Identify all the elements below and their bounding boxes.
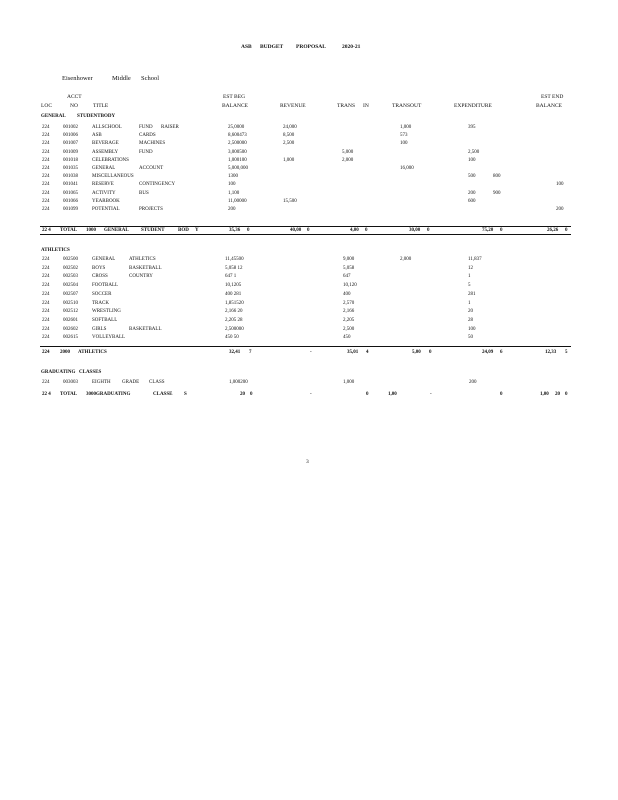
cell-balance: 5,000,000 (228, 166, 248, 171)
cell-revenue: 8,500 (283, 133, 295, 139)
cell-balance: 5,058 12 (225, 265, 243, 271)
cell-trans-in: 5,000 (342, 149, 354, 155)
cell-trans-in: 5,058 (343, 265, 355, 271)
general-total-w6: Y (195, 228, 199, 233)
cell-title-2: BASKETBALL (129, 265, 162, 271)
cell-trans-out: 1,000 (400, 125, 412, 130)
header-est-end: EST END (541, 94, 564, 100)
graduating-total-exp: 0 (500, 392, 503, 397)
cell-acct-no: 002507 (63, 291, 78, 297)
cell-title-2: PROJECTS (139, 207, 163, 212)
cell-loc: 224 (42, 166, 50, 171)
cell-title-2: FUND (139, 149, 153, 155)
cell-acct-no: 001041 (63, 182, 78, 188)
graduating-total-bal: 20 (240, 392, 245, 397)
header-trans: TRANS (337, 103, 356, 109)
cell-expenditure: 1 (468, 274, 471, 280)
cell-trans-in: 10,120 (343, 283, 357, 289)
cell-balance: 400 281 (225, 291, 242, 297)
section-graduating-sub: CLASSES (79, 370, 102, 375)
cell-trans-out: 16,000 (400, 166, 414, 171)
cell-title-1: SOFTBALL (92, 317, 118, 323)
cell-expenditure: 500 (468, 174, 476, 180)
cell-revenue: 15,500 (283, 198, 297, 204)
total-rule (40, 234, 571, 235)
school-name-2: Middle (112, 75, 131, 82)
cell-acct-no: 001009 (63, 149, 78, 155)
graduating-total-w3: CLASSE (153, 392, 173, 397)
cell-acct-no: 001038 (63, 174, 78, 180)
cell-loc: 224 (42, 141, 50, 147)
athletics-total-tin2: 4 (366, 350, 369, 355)
cell-title-1: EIGHTH (92, 380, 111, 385)
cell-acct-no: 001099 (63, 207, 78, 212)
general-total-label: TOTAL (60, 228, 78, 233)
cell-balance: 100 (228, 182, 236, 188)
general-total-tout: 30,00 (409, 228, 421, 233)
general-total-rev: 40,00 (290, 228, 302, 233)
cell-title-2: CARDS (139, 133, 156, 139)
general-total-end2: 0 (565, 228, 568, 233)
graduating-total-rev: - (310, 392, 312, 397)
cell-expenditure: 12 (468, 265, 473, 271)
cell-loc: 224 (42, 133, 50, 139)
section-graduating: GRADUATING (41, 370, 76, 375)
page-number: 3 (306, 459, 309, 465)
graduating-total-tin-b: 1,00 (388, 392, 397, 397)
cell-balance: 8,600473 (228, 133, 247, 139)
cell-balance: 2,500000 (228, 141, 247, 147)
general-total-loc: 22 4 (42, 228, 51, 233)
cell-expenditure: 395 (468, 125, 476, 130)
cell-loc: 224 (42, 125, 50, 130)
header-transout: TRANSOUT (392, 103, 422, 109)
cell-balance: 647 1 (225, 274, 237, 280)
cell-title-3: CLASS (149, 380, 165, 385)
athletics-total-end2: 5 (565, 350, 568, 355)
cell-expenditure-2: 900 (493, 190, 501, 196)
cell-balance: 450 50 (225, 335, 239, 341)
cell-trans-out: 2,000 (400, 257, 412, 262)
cell-title-1: GENERAL (92, 166, 116, 171)
athletics-total-rev: - (310, 350, 312, 355)
cell-balance: 25,0000 (228, 125, 245, 130)
graduating-total-loc: 22 4 (42, 392, 51, 397)
cell-acct-no: 003003 (63, 380, 78, 385)
cell-loc: 224 (42, 265, 50, 271)
title-word-2: BUDGET (260, 44, 284, 50)
cell-balance: 3,000500 (228, 149, 247, 155)
cell-title-1: FOOTBALL (92, 283, 119, 289)
cell-loc: 224 (42, 190, 50, 196)
cell-title-2: BUS (139, 190, 149, 196)
cell-expenditure: 11,837 (468, 257, 482, 262)
cell-expenditure: 100 (468, 326, 476, 332)
cell-trans-in: 400 (343, 291, 351, 297)
total-rule (40, 226, 571, 227)
cell-loc: 224 (42, 174, 50, 180)
cell-loc: 224 (42, 207, 50, 212)
header-expenditure: EXPENDITURE (454, 103, 492, 109)
athletics-total-loc: 224 (42, 350, 50, 355)
cell-title-2: ACCOUNT (139, 166, 164, 171)
athletics-total-bal: 32,41 (229, 350, 241, 355)
header-balance: BALANCE (222, 103, 248, 109)
cell-balance: 1,851520 (225, 300, 244, 306)
cell-acct-no: 002504 (63, 283, 78, 289)
graduating-total-end2: 20 (555, 392, 560, 397)
cell-acct-no: 002512 (63, 309, 78, 315)
cell-expenditure: 100 (468, 157, 476, 163)
cell-end-balance: 100 (556, 182, 564, 188)
cell-acct-no: 001007 (63, 141, 78, 147)
cell-loc: 224 (42, 380, 50, 385)
general-total-w5: BOD (178, 228, 189, 233)
cell-title-1: YEARBOOK (92, 198, 120, 204)
cell-trans-out: 573 (400, 133, 408, 139)
cell-loc: 224 (42, 198, 50, 204)
cell-trans-in: 1,000 (343, 380, 355, 385)
cell-expenditure: 1 (468, 300, 471, 306)
cell-loc: 224 (42, 291, 50, 297)
cell-title-1: RESERVE (92, 182, 114, 188)
cell-title-2: COUNTRY (129, 274, 153, 280)
cell-loc: 224 (42, 317, 50, 323)
cell-title-1: VOLLEYBALL (92, 335, 126, 341)
graduating-total-bal2: 0 (250, 392, 253, 397)
athletics-total-tin: 35,01 (347, 350, 359, 355)
header-revenue: REVENUE (280, 103, 306, 109)
cell-loc: 224 (42, 283, 50, 289)
cell-title-1: WRESTLING (92, 309, 121, 315)
general-total-exp: 75,20 (482, 228, 494, 233)
general-total-tin: 4,00 (350, 228, 359, 233)
general-total-end: 26,26 (547, 228, 559, 233)
cell-trans-in: 2,570 (343, 300, 355, 306)
athletics-total-end: 12,33 (545, 350, 557, 355)
cell-acct-no: 001066 (63, 198, 78, 204)
cell-expenditure: 5 (468, 283, 471, 289)
cell-expenditure: 28 (468, 317, 473, 323)
cell-expenditure: 20 (468, 309, 473, 315)
cell-title-1: BEVERAGE (92, 141, 119, 147)
cell-balance: 1,000200 (229, 380, 248, 385)
cell-loc: 224 (42, 182, 50, 188)
cell-acct-no: 001002 (63, 125, 78, 130)
athletics-total-tout2: 0 (429, 350, 432, 355)
cell-balance: 2,500000 (225, 326, 244, 332)
section-general-sub: STUDENTBODY (77, 114, 116, 119)
cell-title-1: SOCCER (92, 291, 112, 297)
cell-acct-no: 002510 (63, 300, 78, 306)
title-word-1: ASB (241, 44, 252, 50)
cell-title-1: POTENTIAL (92, 207, 120, 212)
title-word-3: PROPOSAL (296, 44, 326, 50)
cell-loc: 224 (42, 300, 50, 306)
graduating-total-w4: S (184, 392, 187, 397)
cell-trans-in: 2,500 (343, 326, 355, 332)
graduating-total-end: 1,00 (540, 392, 549, 397)
cell-trans-in: 647 (343, 274, 351, 280)
cell-acct-no: 002500 (63, 257, 78, 262)
header-est-beg: EST BEG (223, 94, 246, 100)
cell-loc: 224 (42, 157, 50, 163)
general-total-w4: STUDENT (141, 228, 165, 233)
cell-balance: 10,1205 (225, 283, 242, 289)
cell-expenditure: 50 (468, 335, 473, 341)
cell-expenditure-2: 800 (493, 174, 501, 180)
athletics-total-bal2: 7 (249, 350, 252, 355)
cell-title-1: ACTIVITY (92, 190, 116, 196)
cell-balance: 11,00000 (228, 198, 247, 204)
cell-title-2: ATHLETICS (129, 257, 156, 262)
cell-acct-no: 001006 (63, 133, 78, 139)
general-total-bal: 35,36 (229, 228, 241, 233)
general-total-bal2: 0 (247, 228, 250, 233)
cell-title-1: GENERAL (92, 257, 116, 262)
header-no: NO (70, 103, 78, 109)
cell-title-2: BASKETBALL (129, 326, 162, 332)
cell-loc: 224 (42, 149, 50, 155)
cell-title-2: FUND (139, 125, 153, 130)
athletics-total-exp2: 6 (500, 350, 503, 355)
general-total-exp2: 0 (500, 228, 503, 233)
cell-balance: 11,45500 (225, 257, 244, 262)
cell-expenditure: 2,500 (468, 149, 480, 155)
cell-title-1: ASB (92, 133, 102, 139)
cell-title-1: GIRLS (92, 326, 107, 332)
graduating-total-acct: 3000GRADUATING (86, 392, 131, 397)
title-year: 2020-21 (342, 44, 361, 50)
cell-expenditure: 281 (468, 291, 476, 297)
cell-revenue: 24,000 (283, 125, 297, 130)
header-acct: ACCT (67, 94, 82, 100)
school-name-3: School (141, 75, 160, 82)
cell-title-1: TRACK (92, 300, 109, 306)
cell-balance: 1300 (228, 174, 238, 180)
cell-acct-no: 002503 (63, 274, 78, 280)
athletics-total-label: ATHLETICS (78, 350, 107, 355)
cell-trans-out: 100 (400, 141, 408, 147)
cell-title-2: GRADE (122, 380, 140, 385)
general-total-acct: 1000 (86, 228, 96, 233)
cell-title-2: CONTINGENCY (139, 182, 176, 188)
cell-trans-in: 2,205 (343, 317, 355, 323)
cell-acct-no: 001065 (63, 190, 78, 196)
cell-trans-in: 450 (343, 335, 351, 341)
header-balance-end: BALANCE (536, 103, 562, 109)
cell-trans-in: 2,000 (342, 157, 354, 163)
cell-title-3: RAISER (161, 125, 179, 130)
cell-title-1: MISCELLANEOUS (92, 174, 134, 180)
cell-revenue: 1,000 (283, 157, 295, 163)
cell-acct-no: 002615 (63, 335, 78, 341)
cell-acct-no: 002601 (63, 317, 78, 323)
athletics-total-acct: 2000 (60, 350, 70, 355)
cell-balance: 1,100 (228, 190, 240, 196)
cell-loc: 224 (42, 335, 50, 341)
graduating-total-tin: 0 (366, 392, 369, 397)
graduating-total-label: TOTAL (60, 392, 78, 397)
athletics-total-tout: 5,00 (412, 350, 421, 355)
section-athletics: ATHLETICS (41, 248, 70, 253)
cell-balance: 2,166 20 (225, 309, 243, 315)
cell-loc: 224 (42, 274, 50, 280)
cell-loc: 224 (42, 326, 50, 332)
cell-title-2: MACHINES (139, 141, 166, 147)
cell-expenditure: 200 (468, 190, 476, 196)
cell-trans-in: 2,166 (343, 309, 355, 315)
cell-trans-in: 9,000 (343, 257, 355, 262)
general-total-tin2: 0 (365, 228, 368, 233)
athletics-total-exp: 24,09 (482, 350, 494, 355)
cell-acct-no: 001035 (63, 166, 78, 171)
school-name-1: Eisenhower (62, 75, 93, 82)
cell-expenditure: 600 (468, 198, 476, 204)
cell-expenditure: 200 (469, 380, 477, 385)
general-total-w3: GENERAL (104, 228, 129, 233)
cell-acct-no: 001018 (63, 157, 78, 163)
general-total-tout2: 0 (427, 228, 430, 233)
cell-balance: 200 (228, 207, 236, 212)
cell-revenue: 2,500 (283, 141, 295, 147)
cell-balance: 2,205 28 (225, 317, 243, 323)
cell-title-1: ALLSCHOOL (92, 125, 122, 130)
cell-title-1: CELEBRATIONS (92, 157, 129, 163)
cell-balance: 1,000100 (228, 157, 247, 163)
cell-acct-no: 002502 (63, 265, 78, 271)
total-rule (40, 346, 571, 347)
cell-title-1: BOYS (92, 265, 106, 271)
cell-title-1: CROSS (92, 274, 108, 280)
cell-end-balance: 200 (556, 207, 564, 212)
cell-title-1: ASSEMBLY (92, 149, 119, 155)
graduating-total-tout: - (430, 392, 432, 397)
header-in: IN (363, 103, 369, 109)
cell-loc: 224 (42, 309, 50, 315)
section-general: GENERAL (41, 114, 66, 119)
cell-acct-no: 002602 (63, 326, 78, 332)
cell-loc: 224 (42, 257, 50, 262)
header-loc: LOC (41, 103, 52, 109)
general-total-rev2: 0 (307, 228, 310, 233)
graduating-total-end3: 0 (565, 392, 568, 397)
header-title: TITLE (93, 103, 109, 109)
